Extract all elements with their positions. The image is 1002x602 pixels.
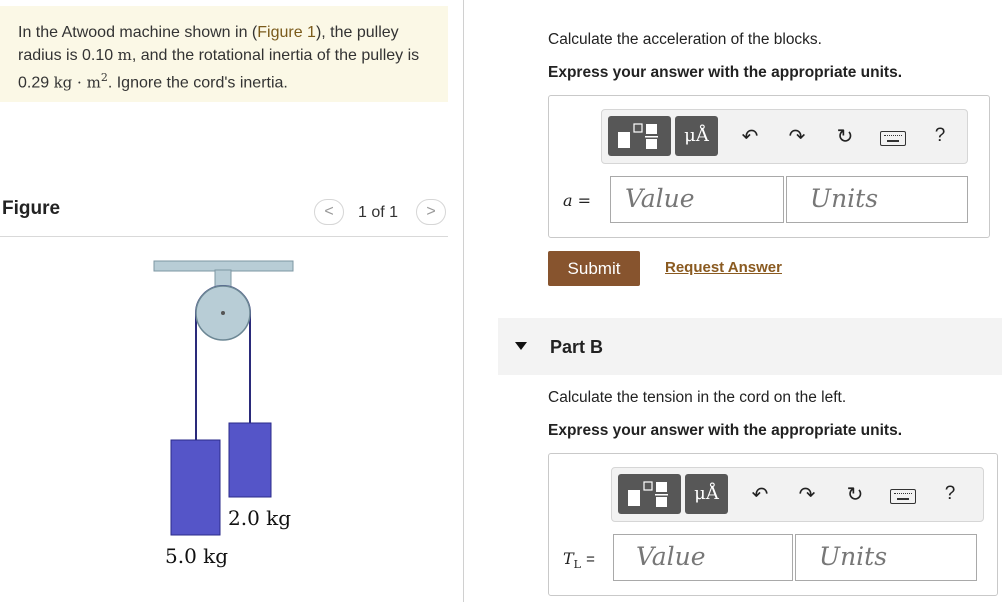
template-icon: [608, 116, 671, 156]
part-b-instruction: Express your answer with the appropriate units.: [548, 422, 903, 439]
reset-icon[interactable]: ↻: [836, 126, 854, 148]
problem-statement: [0, 6, 448, 102]
pulley-axle: [221, 311, 225, 315]
redo-icon[interactable]: ↷: [788, 126, 806, 148]
figure-divider: [0, 236, 448, 237]
problem-text-3: , and the rotational inertia of the pulley is 0.29: [18, 47, 420, 92]
part-b-label: Part B: [550, 337, 604, 357]
collapse-caret-icon[interactable]: [515, 342, 527, 350]
submit-button[interactable]: Submit: [548, 251, 640, 286]
mass-right-label: 2.0 kg: [228, 506, 292, 530]
undo-icon-b[interactable]: ↶: [751, 484, 769, 506]
template-button-b[interactable]: [618, 474, 681, 514]
request-answer-link[interactable]: Request Answer: [665, 259, 782, 276]
problem-text: [18, 22, 438, 94]
part-b-var-subscript: L: [573, 558, 581, 572]
part-a-value-input[interactable]: Value: [610, 176, 784, 223]
keyboard-icon[interactable]: [880, 131, 906, 146]
unit-m: m: [117, 46, 132, 64]
next-figure-button[interactable]: >: [416, 199, 446, 225]
undo-icon[interactable]: ↶: [741, 126, 759, 148]
part-b-question: Calculate the tension in the cord on the left.: [548, 389, 847, 406]
part-a-question: Calculate the acceleration of the blocks.: [548, 31, 822, 48]
help-button-b[interactable]: ?: [944, 483, 956, 504]
figure-pager: 1 of 1: [358, 204, 399, 221]
part-a-instruction: Express your answer with the appropriate units.: [548, 64, 903, 81]
unit-kg-m2: kg · m: [53, 73, 101, 92]
figure-title: Figure: [2, 198, 61, 219]
redo-icon-b[interactable]: ↷: [798, 484, 816, 506]
keyboard-icon-b[interactable]: [890, 489, 916, 504]
problem-text-1: In the Atwood machine shown in (: [18, 24, 258, 41]
part-a-units-input[interactable]: Units: [786, 176, 968, 223]
block-left-5kg: [171, 440, 220, 535]
part-b-variable: [563, 549, 595, 571]
template-icon-b: [618, 474, 681, 514]
help-button[interactable]: ?: [934, 125, 946, 146]
unit-exponent: 2: [100, 71, 108, 84]
figure-link[interactable]: Figure 1: [257, 24, 316, 41]
part-b-value-input[interactable]: Value: [613, 534, 793, 581]
reset-icon-b[interactable]: ↻: [846, 484, 864, 506]
template-button[interactable]: [608, 116, 671, 156]
part-b-var-equals: =: [586, 551, 595, 568]
problem-text-4: . Ignore the cord's inertia.: [107, 74, 288, 92]
part-b-var-symbol: T: [563, 549, 574, 568]
prev-figure-button[interactable]: <: [314, 199, 344, 225]
atwood-figure: [140, 250, 310, 550]
problem-text-2: ), the pulley radius is 0.10: [18, 24, 399, 64]
units-symbol-button[interactable]: μÅ: [675, 116, 718, 156]
block-right-2kg: [229, 423, 271, 497]
column-divider: [463, 0, 464, 602]
part-b-units-input[interactable]: Units: [795, 534, 977, 581]
units-symbol-button-b[interactable]: μÅ: [685, 474, 728, 514]
part-a-variable: a =: [563, 191, 592, 210]
mass-left-label: 5.0 kg: [165, 544, 229, 568]
